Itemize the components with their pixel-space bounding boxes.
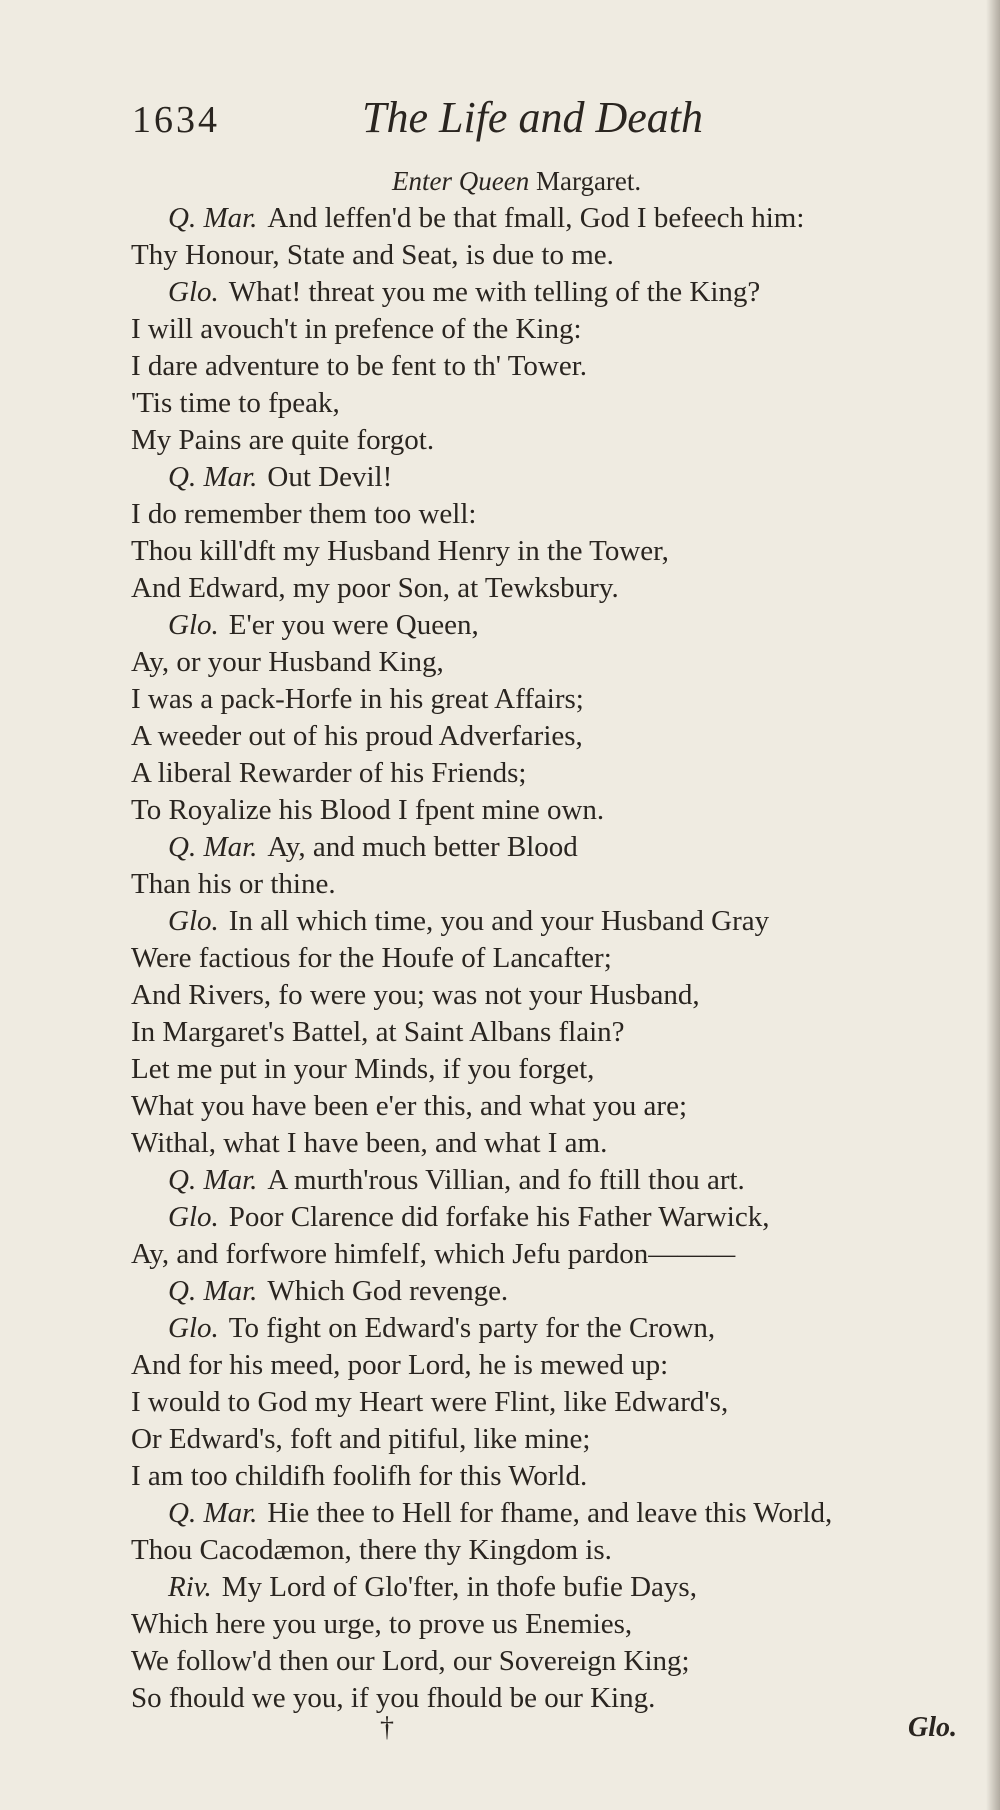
verse-line [0, 940, 1000, 977]
line-text: Were factious for the Houfe of Lancafter; [131, 942, 612, 974]
speaker-name: Q. Mar. [168, 1275, 258, 1307]
line-text: I will avouch't in prefence of the King: [131, 313, 582, 345]
verse-line [0, 570, 1000, 607]
verse-line [0, 1347, 1000, 1384]
verse-line [0, 1310, 1000, 1347]
line-text: A liberal Rewarder of his Friends; [131, 757, 527, 789]
line-text: I am too childifh foolifh for this World. [131, 1460, 588, 1492]
verse-line [0, 1014, 1000, 1051]
verse-line [0, 1421, 1000, 1458]
verse-line [0, 533, 1000, 570]
line-text: So fhould we you, if you fhould be our King. [131, 1682, 656, 1714]
stage-direction [392, 166, 641, 197]
verse-line [0, 1495, 1000, 1532]
speaker-name: Q. Mar. [168, 202, 258, 234]
verse-line [0, 1273, 1000, 1310]
verse-line [0, 237, 1000, 274]
line-text: I dare adventure to be fent to th' Tower. [131, 350, 588, 382]
speaker-name: Glo. [168, 1312, 219, 1344]
line-text: In Margaret's Battel, at Saint Albans flain? [131, 1016, 625, 1048]
line-text: In all which time, you and your Husband Gray [228, 905, 770, 937]
verse-line [0, 866, 1000, 903]
line-text: I would to God my Heart were Flint, like Edward's, [131, 1386, 729, 1418]
verse-line [0, 718, 1000, 755]
line-text: Poor Clarence did forfake his Father Warwick, [228, 1201, 770, 1233]
verse-line [0, 903, 1000, 940]
verse-line [0, 1236, 1000, 1273]
page-edge-shadow [986, 0, 1000, 1810]
verse-line [0, 755, 1000, 792]
line-text: What! threat you me with telling of the King? [228, 276, 761, 308]
page-number: 1634 [132, 99, 220, 141]
speaker-name: Glo. [168, 905, 219, 937]
verse-line [0, 496, 1000, 533]
verse-line [0, 1051, 1000, 1088]
line-text: My Pains are quite forgot. [131, 424, 435, 456]
line-text: Ay, and forfwore himfelf, which Jefu pardon——— [131, 1238, 736, 1270]
verse-line [0, 200, 1000, 237]
line-text: And leffen'd be that fmall, God I befeech him: [267, 202, 805, 234]
verse-line [0, 681, 1000, 718]
verse-line [0, 1532, 1000, 1569]
verse-line [0, 977, 1000, 1014]
line-text: Which God revenge. [267, 1275, 509, 1307]
signature-mark: † [380, 1712, 394, 1743]
verse-line [0, 311, 1000, 348]
line-text: To fight on Edward's party for the Crown, [228, 1312, 716, 1344]
catchword: Glo. [908, 1712, 957, 1743]
speaker-name: Q. Mar. [168, 831, 258, 863]
line-text: Ay, or your Husband King, [131, 646, 444, 678]
verse-line [0, 348, 1000, 385]
line-text: E'er you were Queen, [228, 609, 479, 641]
stage-direction-italic: Enter Queen [392, 166, 530, 196]
verse-line [0, 422, 1000, 459]
verse-text [0, 200, 1000, 1717]
speaker-name: Glo. [168, 276, 219, 308]
verse-line [0, 1384, 1000, 1421]
line-text: Ay, and much better Blood [267, 831, 578, 863]
verse-line [0, 1125, 1000, 1162]
line-text: We follow'd then our Lord, our Sovereign King; [131, 1645, 690, 1677]
verse-line [0, 459, 1000, 496]
line-text: 'Tis time to fpeak, [131, 387, 340, 419]
verse-line [0, 607, 1000, 644]
verse-line [0, 1643, 1000, 1680]
line-text: My Lord of Glo'fter, in thofe bufie Days, [221, 1571, 697, 1603]
line-text: Thou kill'dft my Husband Henry in the Tower, [131, 535, 669, 567]
verse-line [0, 385, 1000, 422]
verse-line [0, 1458, 1000, 1495]
line-text: And for his meed, poor Lord, he is mewed up: [131, 1349, 669, 1381]
verse-line [0, 1606, 1000, 1643]
running-title: The Life and Death [362, 93, 703, 142]
line-text: To Royalize his Blood I fpent mine own. [131, 794, 605, 826]
verse-line [0, 829, 1000, 866]
line-text: Withal, what I have been, and what I am. [131, 1127, 608, 1159]
stage-direction-name: Margaret. [535, 166, 642, 196]
speaker-name: Glo. [168, 1201, 219, 1233]
speaker-name: Q. Mar. [168, 461, 258, 493]
line-text: What you have been e'er this, and what you are; [131, 1090, 688, 1122]
line-text: Thy Honour, State and Seat, is due to me. [131, 239, 614, 271]
page-header [132, 92, 852, 152]
speaker-name: Glo. [168, 609, 219, 641]
line-text: And Rivers, fo were you; was not your Husband, [131, 979, 700, 1011]
line-text: A murth'rous Villian, and fo ftill thou art. [267, 1164, 745, 1196]
line-text: Or Edward's, foft and pitiful, like mine; [131, 1423, 591, 1455]
line-text: I was a pack-Horfe in his great Affairs; [131, 683, 584, 715]
line-text: Thou Cacodæmon, there thy Kingdom is. [131, 1534, 612, 1566]
page-footer [0, 1712, 1000, 1752]
line-text: And Edward, my poor Son, at Tewksbury. [131, 572, 619, 604]
line-text: Hie thee to Hell for fhame, and leave this World, [267, 1497, 833, 1529]
speaker-name: Riv. [168, 1571, 212, 1603]
speaker-name: Q. Mar. [168, 1497, 258, 1529]
line-text: Let me put in your Minds, if you forget, [131, 1053, 595, 1085]
verse-line [0, 792, 1000, 829]
verse-line [0, 644, 1000, 681]
speaker-name: Q. Mar. [168, 1164, 258, 1196]
line-text: I do remember them too well: [131, 498, 477, 530]
verse-line [0, 1088, 1000, 1125]
line-text: Which here you urge, to prove us Enemies, [131, 1608, 633, 1640]
verse-line [0, 1569, 1000, 1606]
line-text: Out Devil! [267, 461, 393, 493]
line-text: Than his or thine. [131, 868, 336, 900]
verse-line [0, 1162, 1000, 1199]
line-text: A weeder out of his proud Adverfaries, [131, 720, 583, 752]
verse-line [0, 1199, 1000, 1236]
verse-line [0, 274, 1000, 311]
